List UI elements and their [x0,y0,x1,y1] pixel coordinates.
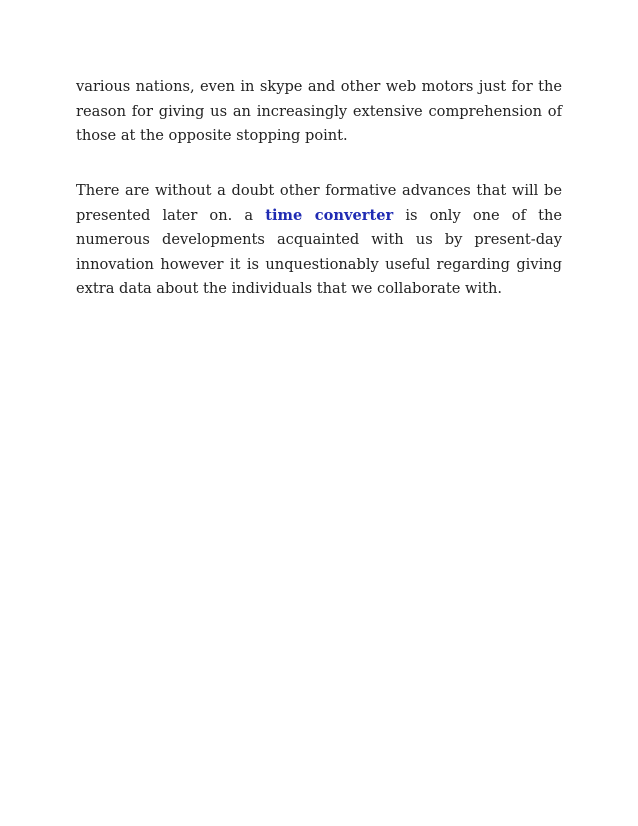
time-converter-link[interactable]: time converter [265,206,394,224]
paragraph-2-text-after-link: is only one of the numerous developments acquainted with us by present-day innovation however it is unquestionably useful regarding giving extra data about the individuals that we collaborate with. [76,206,563,297]
paragraph-2-text-before-link: There are without a doubt other formative advances that will be presented later on. a [76,182,562,224]
paragraph-1: various nations, even in skype and other web motors just for the reason for giving us an increasingly extensive comprehension of those at the opposite stopping point. [76,78,562,144]
paragraph-2 [76,179,562,302]
